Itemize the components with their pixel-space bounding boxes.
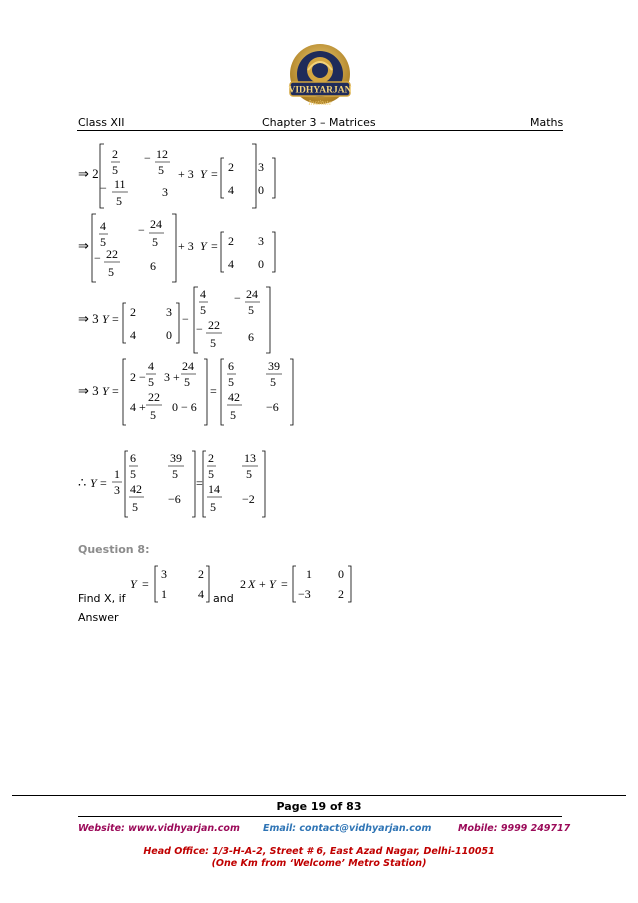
svg-text:−2: −2 <box>242 492 255 506</box>
svg-text:2: 2 <box>198 567 204 581</box>
svg-text:0: 0 <box>338 567 344 581</box>
svg-text:Y: Y <box>90 476 97 490</box>
svg-text:Y: Y <box>102 384 109 398</box>
svg-text:3: 3 <box>258 234 264 248</box>
svg-text:1: 1 <box>306 567 312 581</box>
svg-text:5: 5 <box>112 163 118 177</box>
svg-text:5: 5 <box>230 408 236 422</box>
svg-text:5: 5 <box>148 375 154 389</box>
svg-text:⇒: ⇒ <box>78 238 89 253</box>
svg-text:5: 5 <box>100 235 106 249</box>
logo-brand: VIDHYARJAN <box>288 85 352 96</box>
svg-text:14: 14 <box>208 482 220 496</box>
svg-text:=: = <box>210 384 217 398</box>
footer-metro: (One Km from ‘Welcome’ Metro Station) <box>211 858 427 869</box>
svg-text:=: = <box>211 239 218 253</box>
svg-text:−: − <box>138 223 145 237</box>
svg-text:24: 24 <box>150 217 162 231</box>
svg-text:−: − <box>94 251 101 265</box>
svg-text:Y: Y <box>102 312 109 326</box>
footer-email[interactable]: Email: contact@vidhyarjan.com <box>263 823 432 834</box>
svg-text:3 +: 3 + <box>164 370 180 384</box>
svg-text:=: = <box>112 312 119 326</box>
header-class: Class XII <box>78 116 125 129</box>
svg-text:2: 2 <box>112 147 118 161</box>
svg-text:5: 5 <box>152 235 158 249</box>
svg-text:13: 13 <box>244 451 256 465</box>
svg-text:12: 12 <box>156 147 168 161</box>
svg-text:+: + <box>259 577 266 591</box>
svg-text:39: 39 <box>170 451 182 465</box>
svg-text:5: 5 <box>130 467 136 481</box>
svg-text:Y: Y <box>130 577 137 591</box>
svg-text:1: 1 <box>161 587 167 601</box>
svg-text:4: 4 <box>228 257 234 271</box>
svg-text:+ 3: + 3 <box>178 167 194 181</box>
svg-text:−: − <box>182 312 189 326</box>
logo <box>282 40 358 116</box>
footer-rule-2 <box>78 816 562 817</box>
svg-text:=: = <box>211 167 218 181</box>
svg-text:2: 2 <box>208 451 214 465</box>
svg-text:22: 22 <box>148 390 160 404</box>
svg-text:0: 0 <box>166 328 172 342</box>
equation-5 <box>78 447 278 521</box>
question-title: Question 8: <box>78 543 150 556</box>
svg-text:Y: Y <box>200 167 207 181</box>
svg-text:⇒ 3: ⇒ 3 <box>78 311 99 326</box>
svg-text:4: 4 <box>200 287 206 301</box>
equation-2 <box>78 210 298 284</box>
svg-text:Y: Y <box>269 577 276 591</box>
svg-text:1: 1 <box>114 467 120 481</box>
svg-text:=: = <box>142 577 149 591</box>
svg-text:42: 42 <box>130 482 142 496</box>
svg-text:X: X <box>248 577 256 591</box>
svg-text:5: 5 <box>200 303 206 317</box>
svg-text:5: 5 <box>210 500 216 514</box>
svg-text:∴: ∴ <box>78 475 87 490</box>
svg-text:=: = <box>112 384 119 398</box>
find-x-text: Find X, if <box>78 592 126 605</box>
header-subject: Maths <box>530 116 564 129</box>
svg-text:5: 5 <box>150 408 156 422</box>
header-rule <box>77 130 563 131</box>
svg-text:4: 4 <box>198 587 204 601</box>
equation-3 <box>78 283 298 355</box>
svg-text:5: 5 <box>132 500 138 514</box>
svg-text:=: = <box>196 476 203 490</box>
svg-text:0: 0 <box>258 183 264 197</box>
svg-text:5: 5 <box>210 336 216 350</box>
svg-text:−: − <box>196 322 203 336</box>
svg-text:39: 39 <box>268 359 280 373</box>
svg-text:3: 3 <box>161 567 167 581</box>
svg-text:−3: −3 <box>298 587 311 601</box>
svg-text:3: 3 <box>166 305 172 319</box>
page-number: Page 19 of 83 <box>276 800 362 813</box>
svg-text:6: 6 <box>150 259 156 273</box>
svg-text:4: 4 <box>100 219 106 233</box>
svg-text:6: 6 <box>248 330 254 344</box>
answer-label: Answer <box>78 611 119 624</box>
svg-text:4 +: 4 + <box>130 400 146 414</box>
svg-text:+ 3: + 3 <box>178 239 194 253</box>
svg-text:24: 24 <box>182 359 194 373</box>
svg-text:0 − 6: 0 − 6 <box>172 400 197 414</box>
svg-text:4: 4 <box>148 359 154 373</box>
svg-text:−6: −6 <box>168 492 181 506</box>
svg-text:5: 5 <box>172 467 178 481</box>
svg-text:=: = <box>100 476 107 490</box>
footer-mobile: Mobile: 9999 249717 <box>458 823 571 834</box>
svg-text:5: 5 <box>158 163 164 177</box>
svg-text:−6: −6 <box>266 400 279 414</box>
svg-text:5: 5 <box>270 375 276 389</box>
svg-text:11: 11 <box>114 177 126 191</box>
svg-text:⇒ 2: ⇒ 2 <box>78 166 99 181</box>
svg-text:5: 5 <box>108 265 114 279</box>
svg-text:22: 22 <box>208 318 220 332</box>
svg-text:5: 5 <box>248 303 254 317</box>
svg-text:4: 4 <box>130 328 136 342</box>
svg-text:2: 2 <box>130 305 136 319</box>
svg-text:42: 42 <box>228 390 240 404</box>
header-chapter: Chapter 3 – Matrices <box>262 116 376 129</box>
svg-text:4: 4 <box>228 183 234 197</box>
svg-text:3: 3 <box>162 185 168 199</box>
svg-text:0: 0 <box>258 257 264 271</box>
svg-text:5: 5 <box>116 194 122 208</box>
svg-text:24: 24 <box>246 287 258 301</box>
svg-text:6: 6 <box>130 451 136 465</box>
svg-text:22: 22 <box>106 247 118 261</box>
svg-text:5: 5 <box>184 375 190 389</box>
footer-rule <box>12 795 626 796</box>
svg-text:−: − <box>100 181 107 195</box>
svg-text:−: − <box>144 151 151 165</box>
svg-text:2: 2 <box>240 577 246 591</box>
svg-text:2: 2 <box>228 160 234 174</box>
svg-text:=: = <box>281 577 288 591</box>
logo-sub: Institute <box>308 99 332 107</box>
svg-text:5: 5 <box>228 375 234 389</box>
svg-text:⇒ 3: ⇒ 3 <box>78 383 99 398</box>
footer-office: Head Office: 1/3-H-A-2, Street # 6, East Azad Nagar, Delhi-110051 <box>143 846 495 857</box>
svg-text:Y: Y <box>200 239 207 253</box>
svg-text:3: 3 <box>114 483 120 497</box>
svg-text:3: 3 <box>258 160 264 174</box>
svg-text:5: 5 <box>246 467 252 481</box>
svg-text:6: 6 <box>228 359 234 373</box>
footer-website[interactable]: Website: www.vidhyarjan.com <box>78 823 240 834</box>
svg-text:2: 2 <box>228 234 234 248</box>
svg-text:−: − <box>234 291 241 305</box>
and-text: and <box>213 592 234 605</box>
svg-text:2 −: 2 − <box>130 370 146 384</box>
equation-4 <box>78 355 298 429</box>
svg-text:5: 5 <box>208 467 214 481</box>
svg-text:2: 2 <box>338 587 344 601</box>
equation-1 <box>78 138 298 210</box>
